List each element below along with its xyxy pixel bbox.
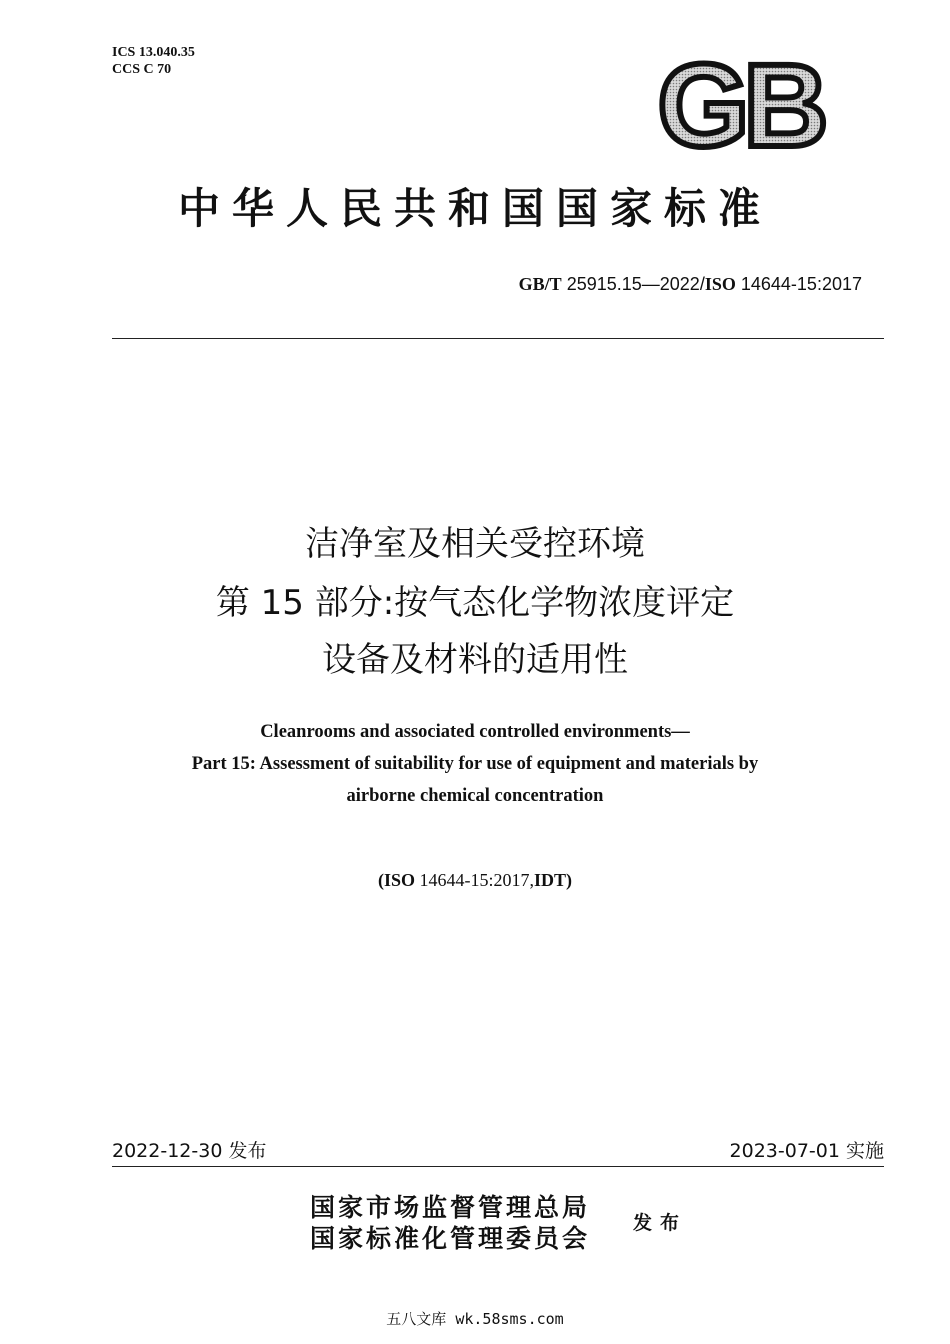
publish-label: 发布 [633,1212,688,1234]
english-title-line-3: airborne chemical concentration [346,786,604,806]
standard-number-value: 25915.15—2022/ [566,274,705,294]
iso-prefix: ISO [704,274,736,294]
classification-codes [112,44,195,78]
national-standard-title: 中华人民共和国国家标准 [177,184,772,233]
chinese-title-line-1: 洁净室及相关受控环境 [305,524,645,564]
iso-ref-idt: IDT) [534,870,573,890]
ics-code: ICS 13.040.35 [112,45,195,60]
iso-number: 14644-15:2017 [740,274,862,294]
ccs-code: CCS C 70 [112,62,172,77]
iso-reference [0,870,950,891]
standard-number [519,274,862,295]
standard-prefix: GB/T [518,274,562,294]
issue-date: 2022-12-30 发布 [112,1140,267,1162]
issuer-line-1: 国家市场监督管理总局 [310,1193,591,1222]
english-title-line-1: Cleanrooms and associated controlled environments— [260,722,690,742]
gb-logo-text: GB [657,58,823,154]
english-title-line-2: Part 15: Assessment of suitability for use of equipment and materials by [191,754,759,774]
chinese-title-line-3: 设备及材料的适用性 [322,640,628,680]
site-watermark: 五八文库 wk.58sms.com [386,1310,564,1328]
chinese-title-line-2: 第 15 部分:按气态化学物浓度评定 [215,583,735,623]
issuing-authorities [310,1192,590,1254]
gb-logo [645,58,835,154]
footer-divider [112,1166,884,1167]
header-divider [112,338,884,339]
iso-ref-open: (ISO [377,870,415,890]
issuer-line-2: 国家标准化管理委员会 [310,1224,591,1253]
implementation-date: 2023-07-01 实施 [729,1140,884,1162]
iso-ref-number: 14644-15:2017, [419,870,534,890]
